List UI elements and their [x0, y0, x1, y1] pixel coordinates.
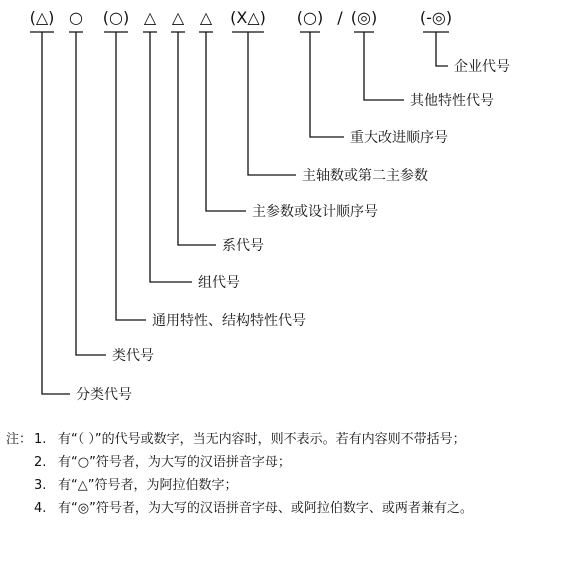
leader-enterprise [423, 32, 449, 66]
label-enterprise: 企业代号 [454, 59, 510, 75]
leader-lines [30, 32, 449, 394]
label-general-feature: 通用特性、结构特性代号 [152, 313, 306, 329]
labels [76, 59, 510, 403]
note-number: 4. [34, 501, 47, 516]
label-improvement: 重大改进顺序号 [350, 130, 448, 146]
note-text: 有“△”符号者，为阿拉伯数字； [58, 478, 238, 493]
notes-section [6, 428, 580, 520]
note-item [6, 428, 580, 451]
note-item [6, 474, 580, 497]
leader-improvement [300, 32, 344, 137]
label-spindle-count: 主轴数或第二主参数 [302, 168, 428, 184]
label-other-feature: 其他特性代号 [410, 93, 494, 109]
notes-prefix: 注： [6, 432, 33, 447]
code-part-series: △ [171, 8, 185, 27]
code-part-improvement: (○) [296, 8, 324, 27]
note-number: 3. [34, 478, 47, 493]
note-number: 2. [34, 455, 47, 470]
note-item [6, 497, 580, 520]
code-part-other-feature: (◎) [350, 8, 378, 27]
label-series: 系代号 [222, 238, 264, 254]
code-part-classification: (△) [29, 8, 55, 27]
label-class: 类代号 [112, 348, 154, 364]
code-part-slash: / [337, 8, 343, 27]
note-item [6, 451, 580, 474]
leader-spindle-count [232, 32, 296, 175]
note-text: 有“○”符号者，为大写的汉语拼音字母； [58, 455, 291, 470]
code-part-main-parameter: △ [199, 8, 213, 27]
leader-other-feature [354, 32, 404, 100]
label-main-parameter: 主参数或设计顺序号 [252, 204, 378, 220]
code-part-general-feature: (○) [102, 8, 130, 27]
code-line [30, 8, 453, 27]
note-text: 有“（ ）”的代号或数字，当无内容时，则不表示。若有内容则不带括号； [58, 432, 466, 447]
code-part-group: △ [143, 8, 157, 27]
leader-class [69, 32, 106, 355]
leader-main-parameter [199, 32, 246, 211]
label-group: 组代号 [198, 275, 240, 291]
label-classification: 分类代号 [76, 387, 132, 403]
leader-series [171, 32, 216, 245]
leader-general-feature [104, 32, 146, 320]
leader-classification [30, 32, 70, 394]
note-number: 1. [34, 432, 47, 447]
code-part-class: ○ [69, 8, 83, 27]
code-part-spindle-count: (X△) [230, 8, 266, 27]
note-text: 有“◎”符号者，为大写的汉语拼音字母、或阿拉伯数字、或两者兼有之。 [58, 501, 473, 516]
code-part-enterprise: (-◎) [419, 8, 453, 27]
